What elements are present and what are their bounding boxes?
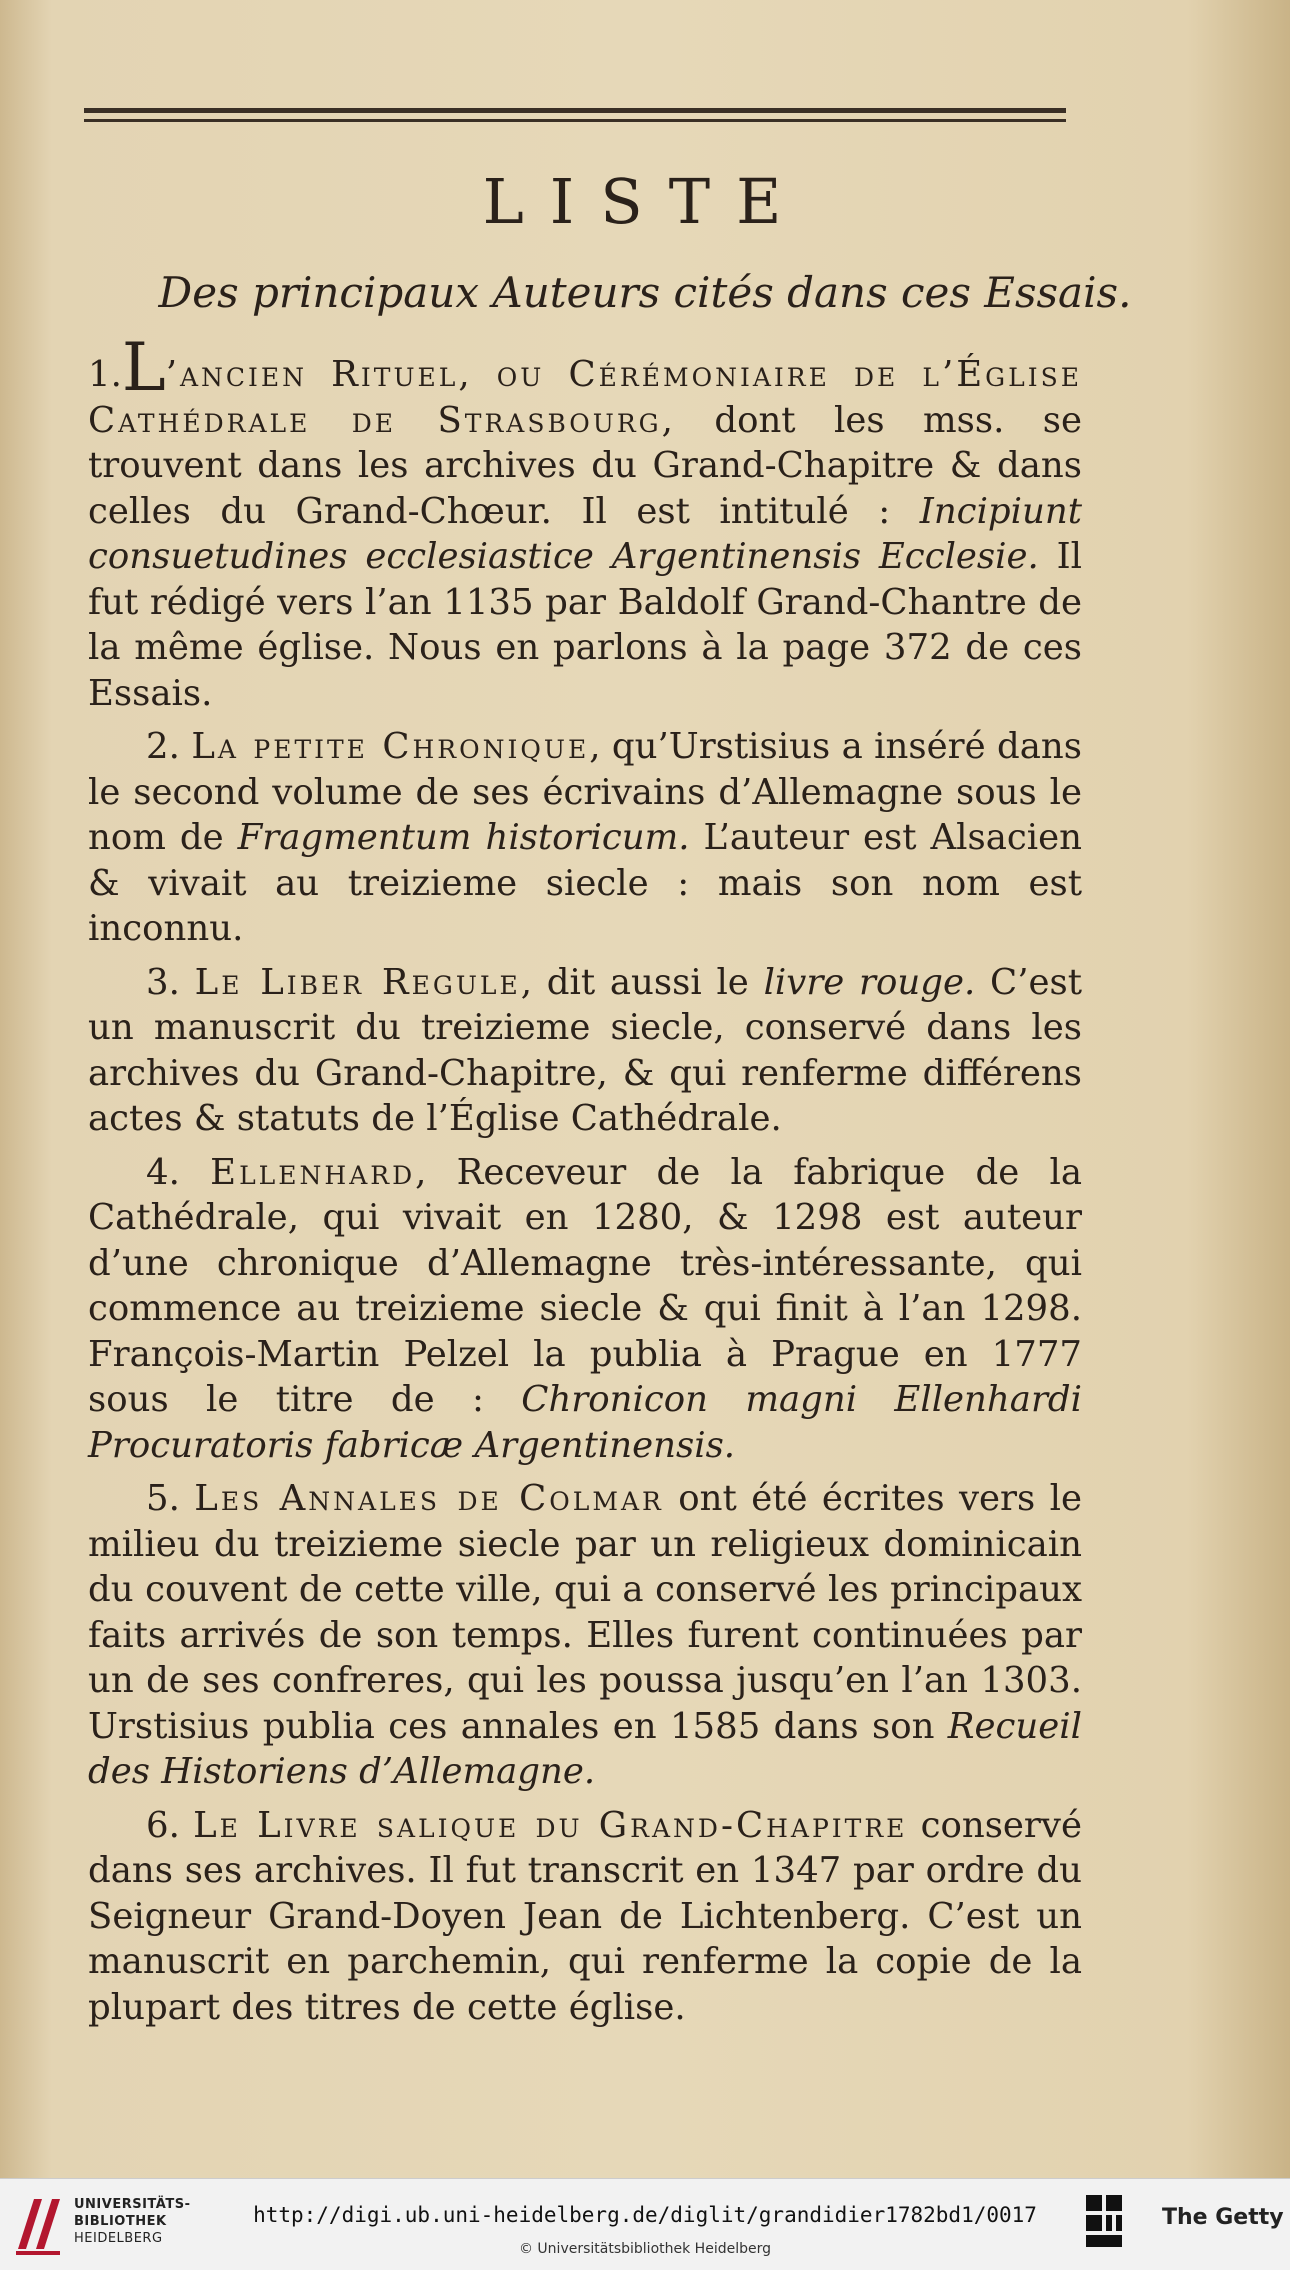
entry-italic-title: Chronicon magni Ellenhardi Procuratoris fabricæ Argentinensis.: [88, 1379, 1082, 1466]
entry-italic-title: Recueil des Historiens d’Allemagne.: [88, 1705, 1082, 1792]
entry-number: 6.: [146, 1804, 180, 1846]
entry-list: [88, 329, 1083, 2038]
copyright-notice: © Universitätsbibliothek Heidelberg: [518, 2241, 771, 2257]
entry-3: [88, 960, 1082, 1142]
entry-text: , Receveur de la fabrique de la Cathédrale, qui vivait en 1280, & 1298 est auteur d’une chronique d’Allemagne très-intéressante, qui commence au treizieme siecle & qui finit à l’an 1298. François-Martin Pelzel la publia à Prague en 1777 sous le titre de :: [88, 1151, 1082, 1420]
entry-number: 1.: [88, 354, 122, 395]
drop-capital: L: [121, 329, 166, 406]
entry-text: L’auteur est Alsacien & vivait au treizieme siecle : mais son nom est inconnu.: [88, 817, 1083, 949]
entry-italic-title: Fragmentum historicum.: [237, 817, 690, 858]
entry-text: dont les mss. se trouvent dans les archives du Grand-Chapitre & dans celles du Grand-Chœur. Il est intitulé :: [88, 399, 1082, 532]
header-double-rule: [84, 108, 1066, 122]
entry-number: 4.: [146, 1151, 180, 1193]
entry-text: C’est un manuscrit du treizieme siecle, conservé dans les archives du Grand-Chapitre, & qui renferme différens actes & statuts de l’Église Cathédrale.: [88, 961, 1082, 1139]
entry-text: , qu’Urstisius a inséré dans le second volume de ses écrivains d’Allemagne sous le nom de: [88, 726, 1083, 858]
entry-text: ont été écrites vers le milieu du treizieme siecle par un religieux dominicain du couvent de cette ville, qui a conservé les principaux faits arrivés de son temps. Elles furent continuées par un de ses confreres, qui les poussa jusqu’en l’an 1303. Urstisius publia ces annales en 1585 dans son: [88, 1478, 1082, 1747]
entry-heading: La petite Chronique: [191, 726, 590, 767]
entry-heading: Ellenhard: [210, 1151, 416, 1193]
entry-italic-title: livre rouge.: [763, 961, 976, 1003]
viewer-footer: [0, 2178, 1290, 2270]
entry-text: conservé dans ses archives. Il fut transcrit en 1347 par ordre du Seigneur Grand-Doyen Jean de Lichtenberg. C’est un manuscrit en parchemin, qui renferme la copie de la plupart des titres de cette église.: [88, 1804, 1082, 2028]
entry-1: [88, 329, 1083, 716]
entry-text: , dit aussi le: [520, 961, 764, 1003]
entry-heading: Les Annales de Colmar: [194, 1478, 664, 1519]
entry-text: Il fut rédigé vers l’an 1135 par Baldolf Grand-Chantre de la même église. Nous en parlons à la page 372 de ces Essais.: [88, 536, 1083, 714]
entry-4: [88, 1150, 1082, 1469]
entry-italic-title: Incipiunt consuetudines ecclesiastice Argentinensis Ecclesie.: [88, 490, 1082, 577]
entry-heading: ’ancien Rituel, ou Cérémoniaire de l’Église Cathédrale de Strasbourg,: [88, 354, 1082, 441]
entry-number: 5.: [146, 1478, 180, 1519]
entry-number: 3.: [146, 961, 180, 1003]
permalink-url[interactable]: http://digi.ub.uni-heidelberg.de/diglit/grandidier1782bd1/0017: [253, 2203, 1037, 2227]
entry-heading: Le Livre salique du Grand-Chapitre: [193, 1804, 908, 1846]
entry-2: [88, 724, 1082, 952]
page-subtitle: Des principaux Auteurs cités dans ces Essais.: [158, 268, 1132, 317]
entry-6: [88, 1803, 1082, 2031]
entry-heading: Le Liber Regule: [194, 961, 521, 1003]
entry-number: 2.: [146, 726, 180, 767]
getty-logo-icon[interactable]: [1084, 2193, 1124, 2251]
library-name: UNIVERSITÄTS- BIBLIOTHEK HEIDELBERG: [74, 2197, 191, 2246]
entry-5: [88, 1476, 1082, 1795]
page-title: LISTE: [482, 165, 808, 238]
partner-name: The Getty: [1162, 2205, 1284, 2230]
